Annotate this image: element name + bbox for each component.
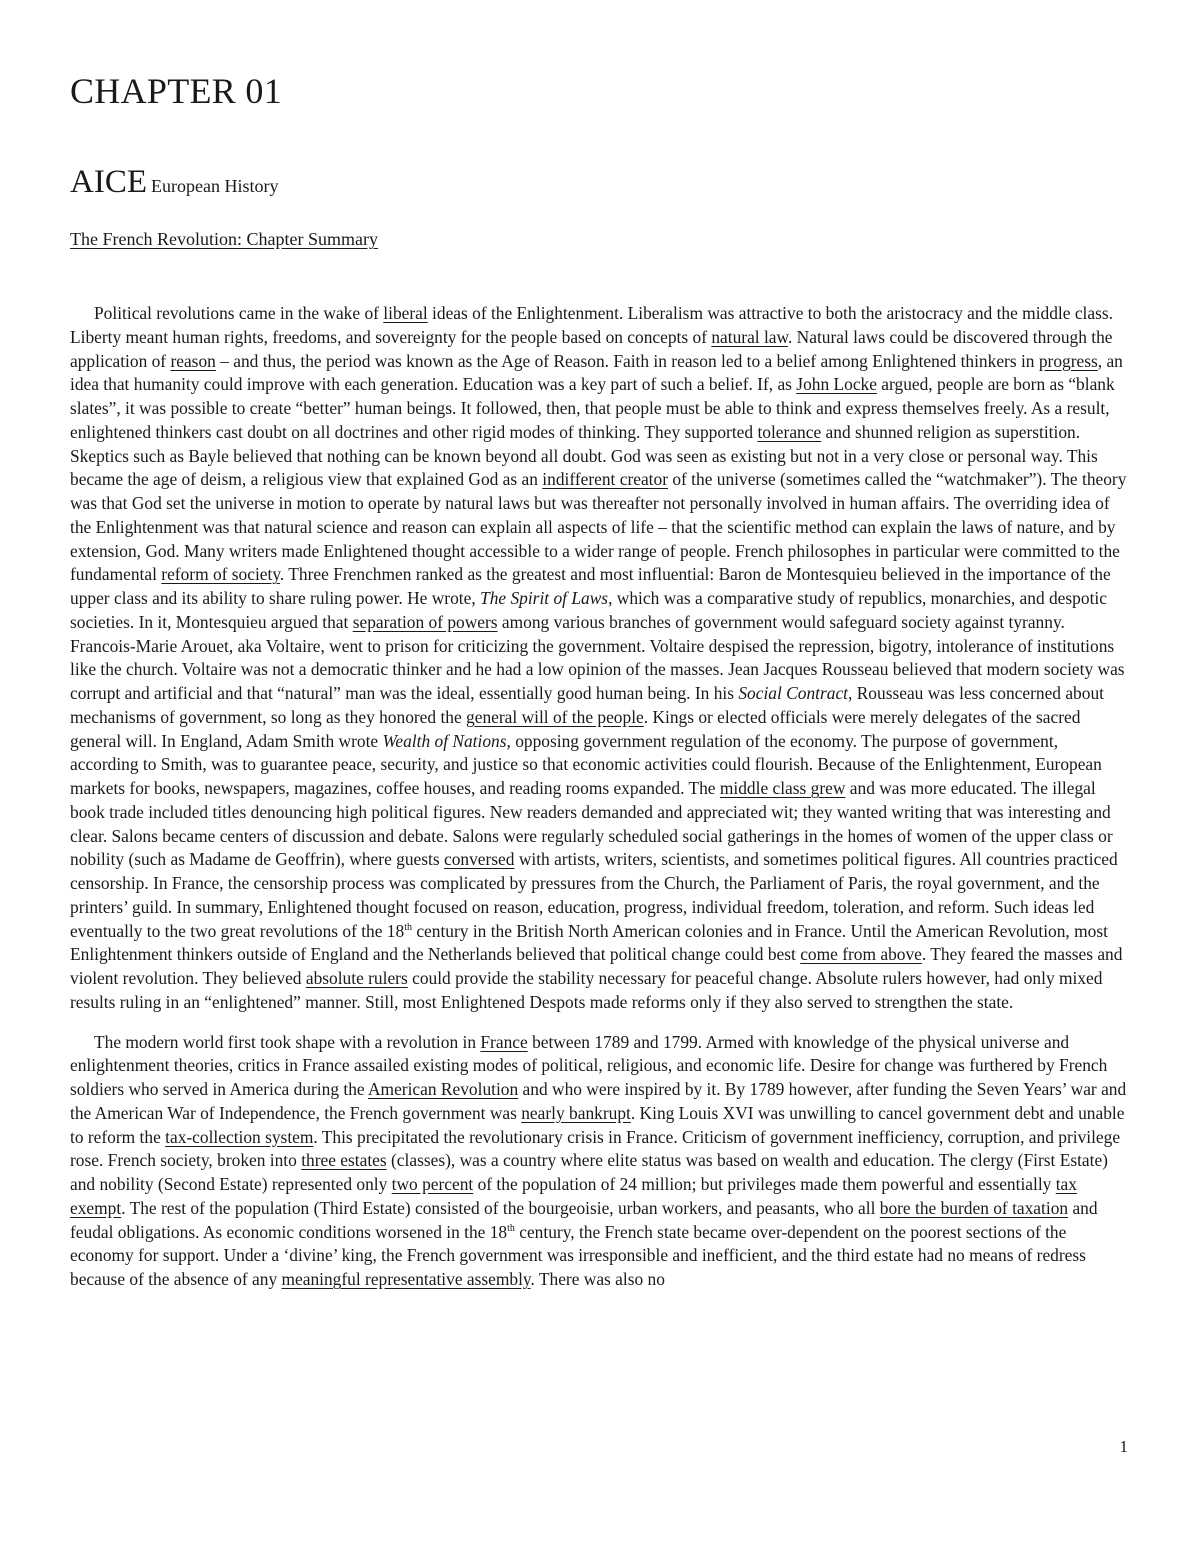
underlined-term: three estates: [301, 1150, 387, 1171]
summary-heading: The French Revolution: Chapter Summary: [70, 229, 378, 249]
text-run: and was more educated. The illegal book trade included titles denouncing high political figures. New readers demanded and appreciated wit; they wanted writing that was interesting and clear. Salons became centers of discussion and debate. Salons were regularly scheduled social gatherings in the homes of women of the upper class or nobility (such as Madame de Geoffrin), where guests: [70, 778, 1113, 870]
course-line: [70, 164, 278, 200]
underlined-term: reform of society: [161, 564, 280, 585]
underlined-term: tax exempt: [70, 1174, 1077, 1218]
book-title: Wealth of Nations,: [382, 730, 511, 751]
underlined-term: John Locke: [796, 374, 877, 395]
text-run: among various branches of government would safeguard society against tyranny. Francois-Marie Arouet, aka Voltaire, went to prison for criticizing the government. Voltaire despised the repression, bigotry, intolerance of institutions like the church. Voltaire was not a democratic thinker and he had a low opinion of the masses. Jean Jacques Rousseau believed that modern society was corrupt and artificial and that “natural” man was the ideal, essentially good human being. In his: [70, 611, 1125, 703]
text-run: . This precipitated the revolutionary crisis in France. Criticism of government inefficiency, corruption, and privilege rose. French society, broken into: [70, 1126, 1121, 1171]
course-code: AICE: [70, 164, 147, 200]
text-run: . Kings or elected officials were merely delegates of the sacred general will. In England, Adam Smith wrote: [70, 706, 1081, 751]
text-run: . They feared the masses and violent revolution. They believed: [70, 944, 1123, 988]
underlined-term: tolerance: [757, 421, 822, 442]
book-title: Social Contract: [738, 683, 849, 703]
text-run: between 1789 and 1799. Armed with knowledge of the physical universe and enlightenment theories, critics in France assailed existing modes of political, religious, and economic life. Desire for change was furthered by French soldiers who served in America during the: [70, 1031, 1108, 1099]
text-run: Political revolutions came in the wake of: [94, 303, 384, 323]
underlined-term: separation of powers: [352, 611, 498, 632]
chapter-title: CHAPTER 01: [70, 71, 283, 111]
text-run: . Three Frenchmen ranked as the greatest and most influential: Baron de Montesquieu believed in the importance of the upper class and its ability to share ruling power. He wrote,: [70, 564, 1111, 608]
underlined-term: come from above: [800, 944, 922, 965]
underlined-term: meaningful representative assembly: [281, 1269, 531, 1289]
text-run: and who were inspired by it. By 1789 however, after funding the Seven Years’ war and the American War of Independence, the French government was: [70, 1079, 1127, 1123]
text-run: could provide the stability necessary for peaceful change. Absolute rulers however, had only mixed results ruling in an “enlightened” manner. Still, most Enlightened Despots made reforms only if they also served to strengthen the state.: [70, 968, 1103, 1012]
underlined-term: American Revolution: [368, 1079, 519, 1099]
underlined-term: reason: [170, 350, 216, 371]
underlined-term: two percent: [391, 1174, 474, 1194]
course-subject: European History: [151, 176, 279, 196]
underlined-term: tax-collection system: [165, 1126, 314, 1147]
underlined-term: natural law: [711, 326, 788, 347]
text-run: , which was a comparative study of republics, monarchies, and despotic societies. In it, Montesquieu argued that: [70, 588, 1107, 632]
text-run: century, the French state became over-dependent on the poorest sections of the economy for support. Under a ‘divine’ king, the French government was irresponsible and inefficient, and the third estate had no means of redress because of the absence of any: [70, 1221, 1086, 1289]
text-run: . There was also no: [530, 1269, 665, 1289]
ordinal-suffix: th: [404, 921, 412, 933]
text-run: – and thus, the period was known as the Age of Reason. Faith in reason led to a belief among Enlightened thinkers in: [215, 350, 1039, 371]
text-run: The modern world first took shape with a revolution in: [94, 1031, 481, 1052]
text-run: of the population of 24 million; but privileges made them powerful and essentially: [473, 1174, 1056, 1194]
text-run: ideas of the Enlightenment. Liberalism was attractive to both the aristocracy and the middle class. Liberty meant human rights, freedoms, and sovereignty for the people based on concepts of: [70, 303, 1113, 347]
paragraph-enlightenment: [70, 302, 1130, 1015]
underlined-term: conversed: [443, 849, 515, 870]
underlined-term: general will of the people: [466, 706, 644, 727]
underlined-term: progress: [1038, 350, 1098, 371]
text-run: and shunned religion as superstition. Skeptics such as Bayle believed that nothing can be known beyond all doubt. God was seen as existing but not in a very close or personal way. This became the age of deism, a religious view that explained God as an: [70, 421, 1098, 490]
text-run: with artists, writers, scientists, and sometimes political figures. All countries practiced censorship. In France, the censorship process was complicated by pressures from the Church, the Parliament of Paris, the royal government, and the printers’ guild. In summary, Enlightened thought focused on reason, education, progress, individual freedom, toleration, and reform. Such ideas led eventually to the two great revolutions of the 18: [70, 849, 1118, 941]
underlined-term: nearly bankrupt: [521, 1102, 631, 1123]
underlined-term: middle class grew: [719, 778, 846, 798]
text-run: century in the British North American colonies and in France. Until the American Revolution, most Enlightenment thinkers outside of England and the Netherlands believed that political change could best: [70, 920, 1108, 965]
underlined-term: bore the burden of taxation: [879, 1197, 1069, 1218]
underlined-term: absolute rulers: [305, 968, 408, 988]
body-text: [70, 302, 1130, 1292]
text-run: argued, people are born as “blank slates”, it was possible to create “better” human beings. It followed, then, that people must be able to think and express themselves freely. As a result, enlightened thinkers cast doubt on all doctrines and other rigid modes of thinking. They supported: [70, 374, 1115, 442]
text-run: (classes), was a country where elite status was based on wealth and education. The clergy (First Estate) and nobility (Second Estate) represented only: [70, 1150, 1108, 1194]
text-run: . The rest of the population (Third Estate) consisted of the bourgeoisie, urban workers, and peasants, who all: [121, 1197, 880, 1218]
paragraph-french-revolution: [70, 1031, 1130, 1292]
underlined-term: France: [480, 1031, 528, 1052]
page-number: 1: [1119, 1437, 1128, 1456]
text-run: . Natural laws could be discovered through the application of: [70, 326, 1113, 371]
text-run: , Rousseau was less concerned about mechanisms of government, so long as they honored the: [70, 683, 1104, 727]
text-run: . King Louis XVI was unwilling to cancel government debt and unable to reform the: [70, 1102, 1125, 1147]
text-run: opposing government regulation of the economy. The purpose of government, according to Smith, was to guarantee peace, security, and justice so that economic activities could flourish. Because of the Enlightenment, European markets for books, newspapers, magazines, coffee houses, and reading rooms expanded. The: [70, 730, 1102, 798]
ordinal-suffix: th: [507, 1222, 515, 1234]
underlined-term: indifferent creator: [542, 469, 668, 490]
text-run: , an idea that humanity could improve with each generation. Education was a key part of such a belief. If, as: [70, 350, 1123, 395]
underlined-term: liberal: [383, 303, 428, 323]
text-run: and feudal obligations. As economic conditions worsened in the 18: [70, 1197, 1098, 1242]
book-title: The Spirit of Laws: [480, 588, 609, 608]
text-run: of the universe (sometimes called the “watchmaker”). The theory was that God set the universe in motion to operate by natural laws but was thereafter not personally involved in human affairs. The overriding idea of the Enlightenment was that natural science and reason can explain all aspects of life – that the scientific method can explain the laws of nature, and by extension, God. Many writers made Enlightened thought accessible to a wider range of people. French philosophes in particular were committed to the fundamental: [70, 469, 1127, 585]
